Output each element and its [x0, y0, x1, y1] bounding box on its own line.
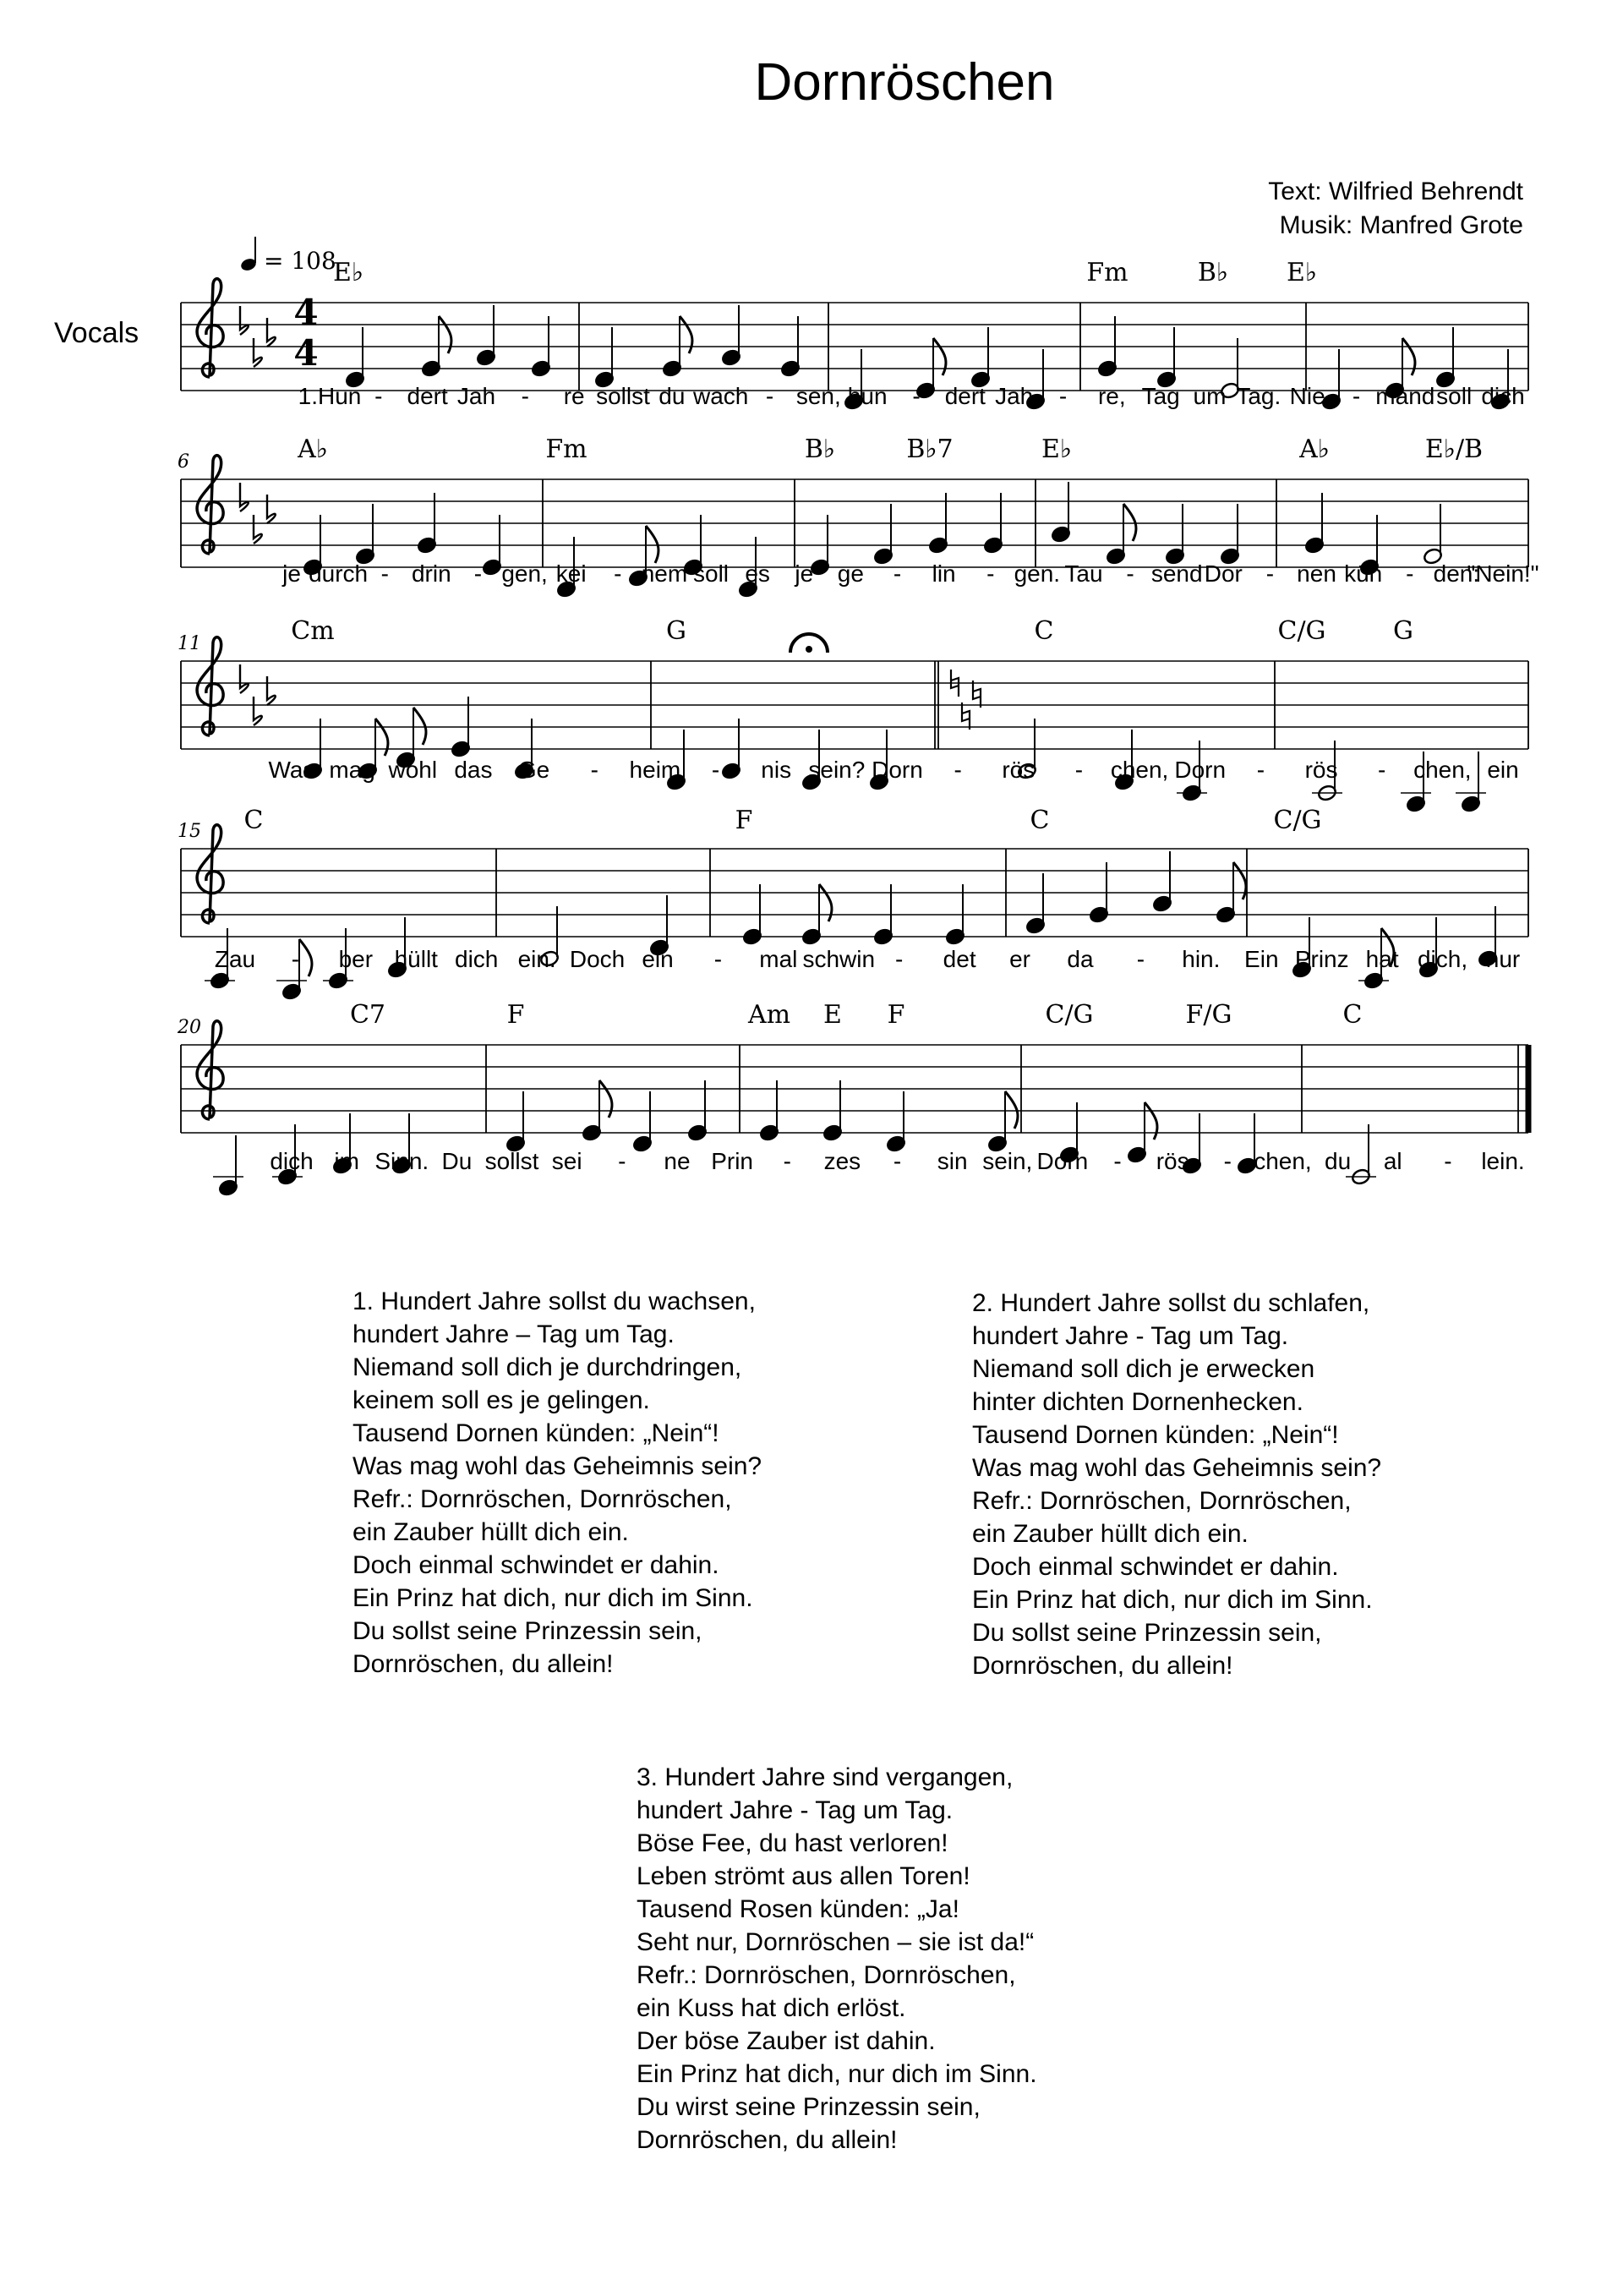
lyric-syllable: wohl: [388, 757, 438, 783]
lyric-hyphen: -: [1074, 757, 1084, 783]
note-flag: [1402, 338, 1415, 375]
lyric-hyphen: -: [521, 383, 529, 409]
lyric-syllable: er: [1009, 946, 1031, 972]
lyric-syllable: sen,: [795, 383, 841, 409]
staff-system-5: [181, 1045, 1528, 1133]
lyric-syllable: es: [745, 560, 770, 587]
lyric-syllable: sein,: [982, 1148, 1033, 1174]
measure-number: 11: [178, 633, 201, 654]
lyric-syllable: Ein: [1244, 946, 1279, 972]
note-flag: [1233, 862, 1246, 899]
lyric-syllable: 1.Hun: [298, 383, 362, 409]
lyric-syllable: rös: [1156, 1148, 1189, 1174]
lyric-hyphen: -: [291, 946, 300, 972]
lyric-syllable: nem: [641, 560, 688, 587]
lyric-syllable: re,: [1097, 383, 1126, 409]
lyric-syllable: gen.: [1014, 560, 1061, 587]
lyric-hyphen: -: [1136, 946, 1145, 972]
lyric-syllable: re: [563, 383, 585, 409]
lyric-syllable: Tag: [1141, 383, 1180, 409]
natural-sign: [973, 681, 981, 708]
lyric-syllable: um: [1193, 383, 1227, 409]
key-flat: [254, 515, 262, 544]
lyric-hyphen: -: [783, 1148, 791, 1174]
verse-line: Refr.: Dornröschen, Dornröschen,: [352, 1485, 732, 1513]
verse-line: Dornröschen, du allein!: [972, 1652, 1233, 1680]
lyric-syllable: zes: [823, 1148, 861, 1174]
chord-symbol: C7: [349, 1000, 386, 1030]
verse-line: Dornröschen, du allein!: [637, 2126, 898, 2154]
note-flag: [819, 884, 832, 921]
chord-symbol: C/G: [1273, 806, 1322, 835]
lyric-hyphen: -: [893, 560, 902, 587]
verse-line: hundert Jahre - Tag um Tag.: [637, 1796, 954, 1824]
composer-credit: Musik: Manfred Grote: [1279, 211, 1523, 239]
lyric-syllable: dich: [270, 1148, 314, 1174]
chord-symbol: C/G: [1045, 1000, 1094, 1030]
key-flat: [267, 495, 276, 523]
lyric-syllable: Jah: [995, 383, 1034, 409]
verse-3: [637, 1761, 1037, 2157]
chord-symbol: G: [666, 616, 686, 646]
chord-symbol: F/G: [1185, 1000, 1232, 1030]
lyric-hyphen: -: [1406, 560, 1414, 587]
verse-line: Seht nur, Dornröschen – sie ist da!“: [637, 1928, 1035, 1956]
lyric-syllable: soll: [693, 560, 730, 587]
chord-symbol: C: [243, 806, 264, 835]
lyric-syllable: je: [282, 560, 301, 587]
lyric-hyphen: -: [1223, 1148, 1232, 1174]
tempo-marking: = 108: [264, 247, 336, 275]
lyric-hyphen: -: [1058, 383, 1068, 409]
key-flat: [240, 664, 249, 693]
verse-line: hundert Jahre – Tag um Tag.: [352, 1320, 675, 1348]
lyric-hyphen: -: [1378, 757, 1386, 783]
fermata-dot: [806, 646, 812, 653]
lyric-syllable: rös: [1304, 757, 1338, 783]
lyricist-credit: Text: Wilfried Behrendt: [1268, 178, 1523, 205]
lyric-syllable: Prinz: [1294, 946, 1349, 972]
lyric-syllable: det: [943, 946, 976, 972]
chord-symbol: B♭7: [906, 435, 954, 464]
treble-clef: [197, 456, 223, 554]
lyric-syllable: chen,: [1254, 1148, 1312, 1174]
verse-2: [972, 1287, 1381, 1682]
verse-line: ein Zauber hüllt dich ein.: [352, 1518, 629, 1546]
lyric-syllable: hun: [847, 383, 888, 409]
lyric-syllable: Doch: [569, 946, 626, 972]
lyric-syllable: ne: [664, 1148, 691, 1174]
key-flat: [254, 697, 262, 725]
lyric-syllable: dich: [455, 946, 499, 972]
lyric-syllable: lein.: [1481, 1148, 1525, 1174]
time-signature-bottom: 4: [293, 332, 319, 374]
chord-symbol: E♭: [332, 258, 364, 287]
chord-symbol: C: [1342, 1000, 1363, 1030]
chord-symbol: C: [1034, 616, 1054, 646]
staff-system-3: [181, 661, 1528, 749]
verse-line: hundert Jahre - Tag um Tag.: [972, 1322, 1289, 1350]
lyric-syllable: Sinn.: [374, 1148, 429, 1174]
lyric-syllable: du: [658, 383, 686, 409]
lyric-syllable: dert: [944, 383, 986, 409]
verse-line: Doch einmal schwindet er dahin.: [972, 1553, 1339, 1581]
note-flag: [1123, 504, 1136, 541]
lyric-syllable: Ge: [517, 757, 550, 783]
verse-line: Refr.: Dornröschen, Dornröschen,: [637, 1961, 1016, 1989]
measure-number: 20: [178, 1017, 201, 1038]
lyric-hyphen: -: [765, 383, 774, 409]
lyric-syllable: kei: [555, 560, 587, 587]
chord-symbol: B♭: [1197, 258, 1229, 287]
staff-system-1: [181, 303, 1528, 391]
lyric-syllable: sein?: [808, 757, 866, 783]
chord-symbol: Fm: [545, 435, 587, 464]
lyric-hyphen: -: [1352, 383, 1361, 409]
lyric-syllable: Dorn: [1036, 1148, 1089, 1174]
lyric-syllable: wach: [692, 383, 749, 409]
lyric-syllable: chen,: [1413, 757, 1472, 783]
verse-line: Doch einmal schwindet er dahin.: [352, 1551, 719, 1579]
chord-symbol: Am: [747, 1000, 791, 1030]
lyric-syllable: heim: [629, 757, 681, 783]
verse-line: Was mag wohl das Geheimnis sein?: [352, 1452, 762, 1480]
note-flag: [439, 316, 451, 353]
lyric-hyphen: -: [473, 560, 483, 587]
lyric-syllable: lin: [932, 560, 956, 587]
lyric-syllable: sollst: [596, 383, 650, 409]
note-flag: [599, 1080, 612, 1118]
lyric-syllable: nur: [1485, 946, 1521, 972]
chord-symbol: G: [1393, 616, 1413, 646]
lyric-syllable: hüllt: [394, 946, 438, 972]
staff-system-4: [181, 849, 1528, 937]
chord-symbol: E♭: [1041, 435, 1073, 464]
verse-line: Böse Fee, du hast verloren!: [637, 1829, 948, 1857]
chord-symbol: F: [506, 1000, 525, 1030]
lyric-syllable: du: [1325, 1148, 1352, 1174]
lyric-syllable: Prin: [711, 1148, 753, 1174]
lyric-hyphen: -: [986, 560, 995, 587]
lyric-syllable: rös: [1002, 757, 1036, 783]
verse-line: 3. Hundert Jahre sind vergangen,: [637, 1763, 1014, 1791]
lyric-syllable: soll: [1436, 383, 1473, 409]
song-title: Dornröschen: [754, 53, 1055, 112]
lyric-syllable: gen,: [501, 560, 548, 587]
verse-line: Tausend Rosen künden: „Ja!: [637, 1895, 959, 1923]
key-flat: [267, 676, 276, 705]
verse-line: Tausend Dornen künden: „Nein“!: [972, 1421, 1339, 1449]
lyric-syllable: hat: [1365, 946, 1399, 972]
lyric-hyphen: -: [912, 383, 921, 409]
chord-symbol: E♭: [1286, 258, 1318, 287]
key-flat: [240, 306, 249, 335]
lyric-hyphen: -: [711, 757, 720, 783]
verse-line: hinter dichten Dornenhecken.: [972, 1388, 1303, 1416]
lyric-syllable: sei: [551, 1148, 582, 1174]
lyric-syllable: dich,: [1417, 946, 1468, 972]
lyric-syllable: mand: [1375, 383, 1435, 409]
lyric-hyphen: -: [614, 560, 622, 587]
lyric-syllable: den:: [1433, 560, 1480, 587]
lyric-syllable: send: [1150, 560, 1203, 587]
chord-symbol: A♭: [298, 435, 328, 464]
lyric-syllable: sollst: [484, 1148, 539, 1174]
note-flag: [1145, 1102, 1157, 1140]
lyric-hyphen: -: [380, 560, 389, 587]
lyric-hyphen: -: [1444, 1148, 1452, 1174]
note-flag: [299, 939, 312, 976]
verse-line: Du sollst seine Prinzessin sein,: [972, 1619, 1322, 1647]
note-flag: [413, 708, 426, 745]
verse-1: [352, 1285, 762, 1681]
verse-line: Du wirst seine Prinzessin sein,: [637, 2093, 981, 2121]
chord-symbol: F: [887, 1000, 905, 1030]
lyric-hyphen: -: [954, 757, 962, 783]
key-flat: [267, 318, 276, 347]
natural-sign: [962, 702, 970, 730]
lyric-syllable: hin.: [1182, 946, 1221, 972]
lyric-syllable: "Nein!": [1467, 560, 1539, 587]
lyric-syllable: durch: [309, 560, 369, 587]
lyric-hyphen: -: [590, 757, 598, 783]
lyric-syllable: Tag.: [1236, 383, 1281, 409]
lyric-syllable: dich: [1481, 383, 1525, 409]
lyric-hyphen: -: [895, 946, 904, 972]
note-flag: [646, 526, 658, 563]
verse-line: Was mag wohl das Geheimnis sein?: [972, 1454, 1382, 1482]
verse-line: 2. Hundert Jahre sollst du schlafen,: [972, 1289, 1370, 1317]
staff-system-2: [181, 479, 1528, 567]
lyric-syllable: ein: [1487, 757, 1519, 783]
lyric-hyphen: -: [1113, 1148, 1122, 1174]
lyric-syllable: Jah: [456, 383, 496, 409]
lyric-syllable: Dor: [1204, 560, 1243, 587]
chord-symbol: Cm: [291, 616, 335, 646]
lyric-syllable: ge: [837, 560, 864, 587]
verse-line: Niemand soll dich je durchdringen,: [352, 1353, 742, 1381]
key-flat: [240, 483, 249, 511]
lyric-syllable: je: [795, 560, 814, 587]
verse-line: keinem soll es je gelingen.: [352, 1386, 650, 1414]
instrument-label: Vocals: [54, 317, 139, 349]
verse-line: ein Zauber hüllt dich ein.: [972, 1520, 1249, 1548]
verse-line: Ein Prinz hat dich, nur dich im Sinn.: [352, 1584, 753, 1612]
lyric-syllable: Nie: [1289, 383, 1325, 409]
lyric-syllable: chen,: [1110, 757, 1169, 783]
chord-symbol: Fm: [1086, 258, 1128, 287]
verse-line: Leben strömt aus allen Toren!: [637, 1862, 970, 1890]
verse-line: Dornröschen, du allein!: [352, 1650, 614, 1678]
lyric-syllable: im: [334, 1148, 359, 1174]
note-flag: [933, 338, 946, 375]
lyric-syllable: sin: [937, 1148, 968, 1174]
verse-line: Der böse Zauber ist dahin.: [637, 2027, 936, 2055]
verse-line: Niemand soll dich je erwecken: [972, 1355, 1315, 1383]
chord-symbol: C/G: [1277, 616, 1326, 646]
lyric-syllable: Was: [268, 757, 315, 783]
lyric-hyphen: -: [713, 946, 723, 972]
clef-stroke: [197, 456, 223, 554]
time-signature-top: 4: [293, 292, 319, 333]
chord-symbol: B♭: [804, 435, 836, 464]
treble-clef: [197, 279, 223, 377]
lyric-hyphen: -: [1126, 560, 1134, 587]
chord-symbol: F: [735, 806, 753, 835]
verse-line: 1. Hundert Jahre sollst du wachsen,: [352, 1287, 756, 1315]
lyric-syllable: kün: [1344, 560, 1383, 587]
verse-line: Ein Prinz hat dich, nur dich im Sinn.: [972, 1586, 1373, 1614]
clef-stroke: [197, 279, 223, 377]
chord-symbol: C: [1030, 806, 1050, 835]
lyric-hyphen: -: [1256, 757, 1265, 783]
lyric-hyphen: -: [893, 1148, 902, 1174]
lyric-syllable: nen: [1297, 560, 1336, 587]
lyric-syllable: ein: [642, 946, 674, 972]
lyric-hyphen: -: [618, 1148, 626, 1174]
lyric-syllable: mag: [329, 757, 375, 783]
lyric-syllable: da: [1067, 946, 1094, 972]
measure-number: 6: [178, 451, 189, 473]
lyric-syllable: ein.: [517, 946, 556, 972]
key-flat: [254, 338, 262, 367]
lyric-syllable: Dorn: [872, 757, 923, 783]
note-flag: [1005, 1091, 1018, 1129]
lyric-hyphen: -: [1265, 560, 1275, 587]
lyric-syllable: dert: [407, 383, 448, 409]
lyric-syllable: das: [454, 757, 493, 783]
chord-symbol: E♭/B: [1424, 435, 1484, 464]
lyric-syllable: Dorn: [1174, 757, 1227, 783]
note-flag: [680, 316, 692, 353]
chord-symbol: A♭: [1299, 435, 1330, 464]
lyric-syllable: ber: [338, 946, 374, 972]
verse-line: ein Kuss hat dich erlöst.: [637, 1994, 906, 2022]
measure-number: 15: [178, 821, 201, 842]
note-flag: [375, 719, 388, 756]
chord-symbol: E: [823, 1000, 842, 1030]
lyric-syllable: Zau: [214, 946, 256, 972]
verse-line: Tausend Dornen künden: „Nein“!: [352, 1419, 719, 1447]
lyric-syllable: nis: [761, 757, 792, 783]
lyric-syllable: Du: [441, 1148, 473, 1174]
lyric-syllable: Tau: [1064, 560, 1103, 587]
verse-line: Refr.: Dornröschen, Dornröschen,: [972, 1487, 1352, 1515]
lyric-syllable: al: [1383, 1148, 1402, 1174]
lyric-syllable: schwin: [802, 946, 876, 972]
verse-line: Ein Prinz hat dich, nur dich im Sinn.: [637, 2060, 1037, 2088]
lyric-syllable: drin: [411, 560, 451, 587]
verse-line: Du sollst seine Prinzessin sein,: [352, 1617, 702, 1645]
lyric-hyphen: -: [374, 383, 383, 409]
lyric-syllable: mal: [759, 946, 798, 972]
